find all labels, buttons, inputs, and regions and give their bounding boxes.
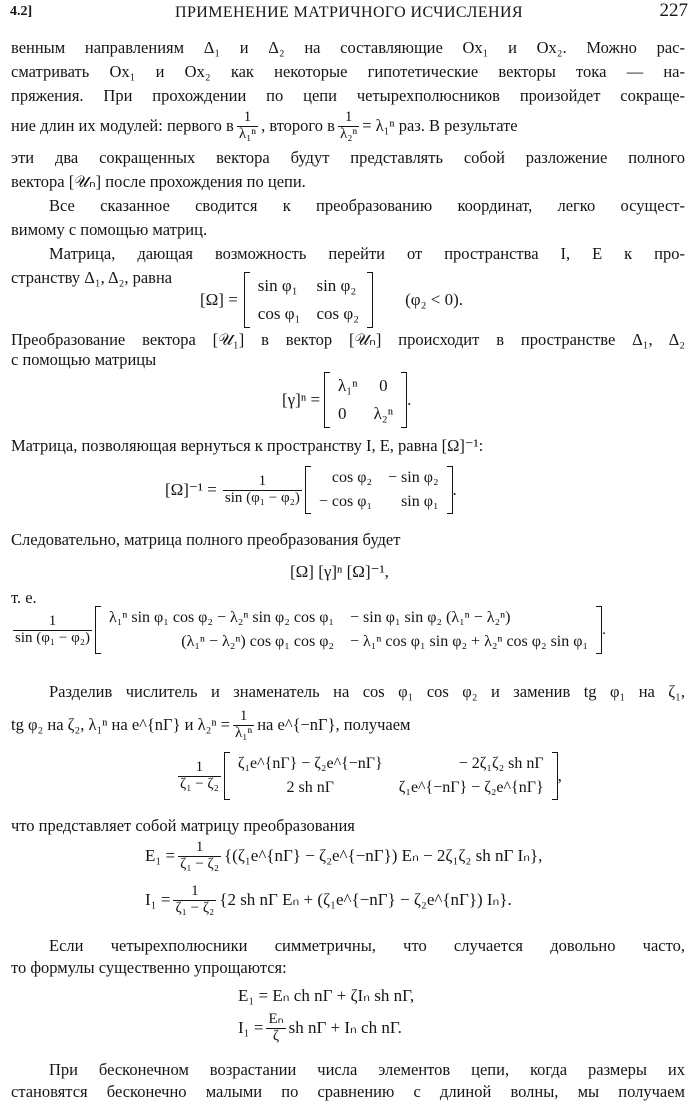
paragraph-line: эти два сокращенных вектора будут представлять собой разложение полного bbox=[11, 148, 685, 167]
fraction bbox=[173, 884, 216, 917]
fraction bbox=[223, 474, 302, 507]
denominator: λ₁ⁿ bbox=[238, 125, 257, 142]
section-number: 4.2] bbox=[10, 4, 33, 19]
matrix-omega bbox=[244, 272, 373, 328]
numerator: 1 bbox=[195, 758, 204, 775]
matrix-cell: λ₁ⁿ bbox=[338, 376, 358, 395]
paragraph-line: Матрица, дающая возможность перейти от пространства I, E к про- bbox=[49, 244, 685, 263]
text-fragment: , второго в bbox=[261, 116, 335, 135]
matrix-cell: − sin φ₂ bbox=[388, 469, 439, 486]
equation-lhs: [Ω]⁻¹ = bbox=[165, 480, 217, 499]
paragraph-line: пряжения. При прохождении по цепи четырехполюсников произойдет сокраще- bbox=[11, 86, 685, 105]
running-title: ПРИМЕНЕНИЕ МАТРИЧНОГО ИСЧИСЛЕНИЯ bbox=[175, 4, 523, 21]
text-fragment: = λ₁ⁿ раз. В результате bbox=[362, 116, 518, 135]
denominator: λ₂ⁿ bbox=[339, 125, 358, 142]
equation-tail: , bbox=[557, 766, 562, 785]
paragraph-line: Матрица, позволяющая вернуться к пространству I, E, равна [Ω]⁻¹: bbox=[11, 436, 484, 455]
equation-zeta-matrix bbox=[175, 752, 562, 800]
paragraph-line: то формулы существенно упрощаются: bbox=[11, 958, 287, 977]
equation-condition: (φ₂ < 0). bbox=[405, 290, 464, 309]
matrix-zeta bbox=[224, 752, 558, 800]
matrix-cell: − 2ζ₁ζ₂ sh nΓ bbox=[458, 755, 544, 772]
matrix-cell: λ₁ⁿ sin φ₁ cos φ₂ − λ₂ⁿ sin φ₂ cos φ₁ bbox=[108, 609, 335, 626]
fraction bbox=[266, 1012, 285, 1045]
paragraph-line: с помощью матрицы bbox=[11, 350, 157, 369]
matrix-cell: cos φ₂ bbox=[331, 469, 373, 486]
matrix-gamma bbox=[324, 372, 407, 428]
paragraph-line: Все сказанное сводится к преобразованию координат, легко осущест- bbox=[49, 196, 685, 215]
numerator: Eₙ bbox=[268, 1011, 284, 1027]
paragraph-line: Преобразование вектора [𝒰₁] в вектор [𝒰ₙ] происходит в пространстве Δ₁, Δ₂ bbox=[11, 330, 685, 349]
matrix-cell: 0 bbox=[379, 376, 388, 395]
matrix-cell: sin φ₁ bbox=[401, 493, 439, 510]
running-header bbox=[10, 0, 688, 30]
paragraph-line: Если четырехполюсники симметричны, что случается довольно часто, bbox=[49, 936, 685, 955]
paragraph-line: что представляет собой матрицу преобразования bbox=[11, 816, 355, 835]
matrix-cell: cos φ₂ bbox=[316, 304, 360, 323]
equation-I1 bbox=[145, 884, 512, 917]
matrix-cell: 0 bbox=[338, 404, 347, 423]
paragraph-line: Следовательно, матрица полного преобразования будет bbox=[11, 530, 401, 549]
numerator: 1 bbox=[195, 839, 204, 855]
matrix-cell: − λ₁ⁿ cos φ₁ sin φ₂ + λ₂ⁿ cos φ₂ sin φ₁ bbox=[350, 633, 589, 650]
equation-inverse bbox=[165, 466, 457, 514]
equation-E1 bbox=[145, 840, 542, 873]
equation-rhs: {2 sh nΓ Eₙ + (ζ₁e^{−nΓ} − ζ₂e^{nΓ}) Iₙ}. bbox=[219, 890, 512, 910]
text-fragment: ние длин их модулей: первого в bbox=[11, 116, 234, 135]
fraction bbox=[233, 709, 254, 742]
matrix-inverse bbox=[305, 466, 453, 514]
equation-E1-symmetric: E₁ = Eₙ ch nΓ + ζIₙ sh nΓ, bbox=[238, 986, 415, 1005]
paragraph-line: становятся бесконечно малыми по сравнению с длиной волны, мы получаем bbox=[11, 1082, 685, 1101]
paragraph-line: т. е. bbox=[11, 588, 37, 607]
matrix-cell: − sin φ₁ sin φ₂ (λ₁ⁿ − λ₂ⁿ) bbox=[350, 609, 511, 626]
equation-tail: . bbox=[407, 390, 412, 409]
equation-omega bbox=[200, 272, 463, 328]
paragraph-line: вектора [𝒰ₙ] после прохождения по цепи. bbox=[11, 172, 306, 191]
denominator: ζ bbox=[266, 1028, 285, 1045]
matrix-cell: 2 sh nΓ bbox=[286, 779, 335, 796]
denominator: λ₁ⁿ bbox=[234, 724, 253, 741]
equation-lhs: [γ]ⁿ = bbox=[282, 390, 321, 409]
paragraph-line-with-fractions bbox=[11, 702, 685, 748]
denominator: sin (φ₁ − φ₂) bbox=[15, 629, 90, 646]
numerator: 1 bbox=[48, 612, 57, 629]
paragraph-line: При бесконечном возрастании числа элементов цепи, когда размеры их bbox=[49, 1060, 685, 1079]
equation-full-transform: [Ω] [γ]ⁿ [Ω]⁻¹, bbox=[290, 562, 389, 581]
numerator: 1 bbox=[243, 108, 252, 125]
fraction bbox=[237, 110, 258, 143]
equation-lhs: [Ω] = bbox=[200, 290, 238, 309]
matrix-cell: sin φ₁ bbox=[257, 276, 298, 295]
text-fragment: на e^{−nΓ}, получаем bbox=[257, 715, 411, 734]
fraction bbox=[178, 760, 221, 793]
equation-tail: . bbox=[602, 621, 606, 638]
equation-I1-symmetric bbox=[238, 1012, 402, 1045]
equation-lhs: E₁ = bbox=[145, 846, 176, 866]
equation-big-matrix bbox=[10, 606, 606, 654]
numerator: 1 bbox=[239, 707, 248, 724]
paragraph-line: странству Δ₁, Δ₂, равна bbox=[11, 268, 173, 287]
matrix-cell: − cos φ₁ bbox=[318, 493, 373, 510]
fraction bbox=[178, 840, 221, 873]
denominator: ζ₁ − ζ₂ bbox=[175, 899, 215, 916]
equation-rhs: {(ζ₁e^{nΓ} − ζ₂e^{−nΓ}) Eₙ − 2ζ₁ζ₂ sh nΓ Iₙ}, bbox=[224, 846, 543, 866]
matrix-cell: sin φ₂ bbox=[316, 276, 357, 295]
denominator: ζ₁ − ζ₂ bbox=[180, 775, 219, 792]
fraction bbox=[13, 614, 92, 647]
text-fragment: tg φ₂ на ζ₂, λ₁ⁿ на e^{nΓ} и λ₂ⁿ = bbox=[11, 715, 230, 734]
paragraph-line: Разделив числитель и знаменатель на cos φ₁ cos φ₂ и заменив tg φ₁ на ζ₁, bbox=[49, 682, 685, 701]
equation-gamma bbox=[282, 372, 411, 428]
paragraph-line: венным направлениям Δ₁ и Δ₂ на составляющие Ox₁ и Ox₂. Можно рас- bbox=[11, 38, 685, 57]
numerator: 1 bbox=[344, 108, 353, 125]
denominator: ζ₁ − ζ₂ bbox=[180, 855, 219, 872]
right-bracket bbox=[367, 272, 373, 328]
matrix-cell: (λ₁ⁿ − λ₂ⁿ) cos φ₁ cos φ₂ bbox=[181, 633, 335, 650]
matrix-cell: ζ₁e^{−nΓ} − ζ₂e^{nΓ} bbox=[398, 779, 544, 796]
denominator: sin (φ₁ − φ₂) bbox=[224, 489, 300, 506]
matrix-cell: ζ₁e^{nΓ} − ζ₂e^{−nΓ} bbox=[237, 755, 383, 772]
paragraph-line-with-fractions bbox=[11, 104, 685, 148]
matrix-cell: λ₂ⁿ bbox=[373, 404, 394, 423]
paragraph-line: сматривать Ox₁ и Ox₂ как некоторые гипотетические векторы тока — на- bbox=[11, 62, 685, 81]
equation-tail: . bbox=[452, 480, 457, 499]
fraction bbox=[338, 110, 359, 143]
numerator: 1 bbox=[191, 883, 199, 899]
numerator: 1 bbox=[258, 472, 267, 489]
equation-lhs: I₁ = bbox=[238, 1018, 264, 1038]
equation-rhs: sh nΓ + Iₙ ch nΓ. bbox=[288, 1018, 402, 1038]
matrix-big bbox=[95, 606, 602, 654]
paragraph-line: вимому с помощью матриц. bbox=[11, 220, 208, 239]
page-number: 227 bbox=[659, 0, 688, 21]
equation-lhs: I₁ = bbox=[145, 890, 171, 910]
matrix-cell: cos φ₁ bbox=[257, 304, 301, 323]
